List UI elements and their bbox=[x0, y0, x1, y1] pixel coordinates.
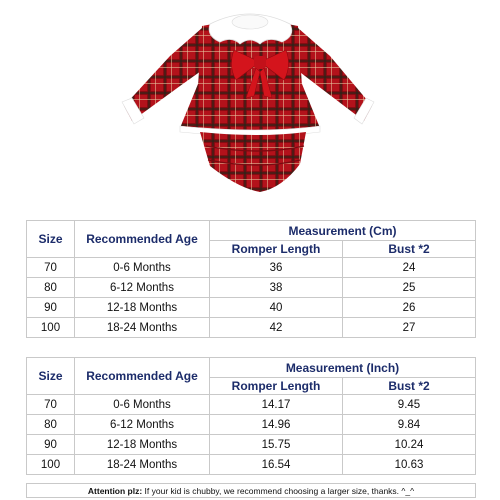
size-cell: 80 bbox=[27, 278, 75, 298]
size-chart-cm bbox=[26, 220, 476, 338]
bust-cell: 27 bbox=[343, 318, 476, 338]
length-cell: 15.75 bbox=[210, 435, 343, 455]
bust-cell: 24 bbox=[343, 258, 476, 278]
measurement-header: Measurement (Inch) bbox=[210, 358, 476, 378]
table-row bbox=[27, 298, 476, 318]
measurement-header: Measurement (Cm) bbox=[210, 221, 476, 241]
bust-cell: 10.63 bbox=[343, 455, 476, 475]
table-row bbox=[27, 258, 476, 278]
length-cell: 14.17 bbox=[210, 395, 343, 415]
bust-cell: 25 bbox=[343, 278, 476, 298]
length-cell: 36 bbox=[210, 258, 343, 278]
product-image bbox=[110, 6, 390, 206]
age-cell: 6-12 Months bbox=[75, 278, 210, 298]
size-cell: 70 bbox=[27, 395, 75, 415]
size-cell: 90 bbox=[27, 435, 75, 455]
age-header: Recommended Age bbox=[75, 221, 210, 258]
bust-cell: 9.45 bbox=[343, 395, 476, 415]
romper-length-header: Romper Length bbox=[210, 378, 343, 395]
table-row bbox=[27, 278, 476, 298]
bust-header: Bust *2 bbox=[343, 378, 476, 395]
age-cell: 0-6 Months bbox=[75, 395, 210, 415]
size-cell: 70 bbox=[27, 258, 75, 278]
size-cell: 80 bbox=[27, 415, 75, 435]
romper-length-header: Romper Length bbox=[210, 241, 343, 258]
table-row bbox=[27, 435, 476, 455]
bust-cell: 10.24 bbox=[343, 435, 476, 455]
attention-note bbox=[26, 483, 476, 498]
table-row bbox=[27, 318, 476, 338]
length-cell: 38 bbox=[210, 278, 343, 298]
length-cell: 16.54 bbox=[210, 455, 343, 475]
size-cell: 90 bbox=[27, 298, 75, 318]
length-cell: 42 bbox=[210, 318, 343, 338]
age-cell: 18-24 Months bbox=[75, 455, 210, 475]
size-header: Size bbox=[27, 358, 75, 395]
bust-header: Bust *2 bbox=[343, 241, 476, 258]
table-row bbox=[27, 415, 476, 435]
table-row bbox=[27, 395, 476, 415]
size-cell: 100 bbox=[27, 455, 75, 475]
length-cell: 14.96 bbox=[210, 415, 343, 435]
age-header: Recommended Age bbox=[75, 358, 210, 395]
length-cell: 40 bbox=[210, 298, 343, 318]
age-cell: 18-24 Months bbox=[75, 318, 210, 338]
age-cell: 12-18 Months bbox=[75, 298, 210, 318]
size-header: Size bbox=[27, 221, 75, 258]
bust-cell: 26 bbox=[343, 298, 476, 318]
size-cell: 100 bbox=[27, 318, 75, 338]
table-row bbox=[27, 455, 476, 475]
age-cell: 0-6 Months bbox=[75, 258, 210, 278]
attention-label: Attention plz: bbox=[87, 486, 143, 496]
age-cell: 6-12 Months bbox=[75, 415, 210, 435]
bust-cell: 9.84 bbox=[343, 415, 476, 435]
size-chart-inch bbox=[26, 357, 476, 475]
age-cell: 12-18 Months bbox=[75, 435, 210, 455]
attention-text: If your kid is chubby, we recommend choosing a larger size, thanks. ^_^ bbox=[142, 486, 415, 496]
